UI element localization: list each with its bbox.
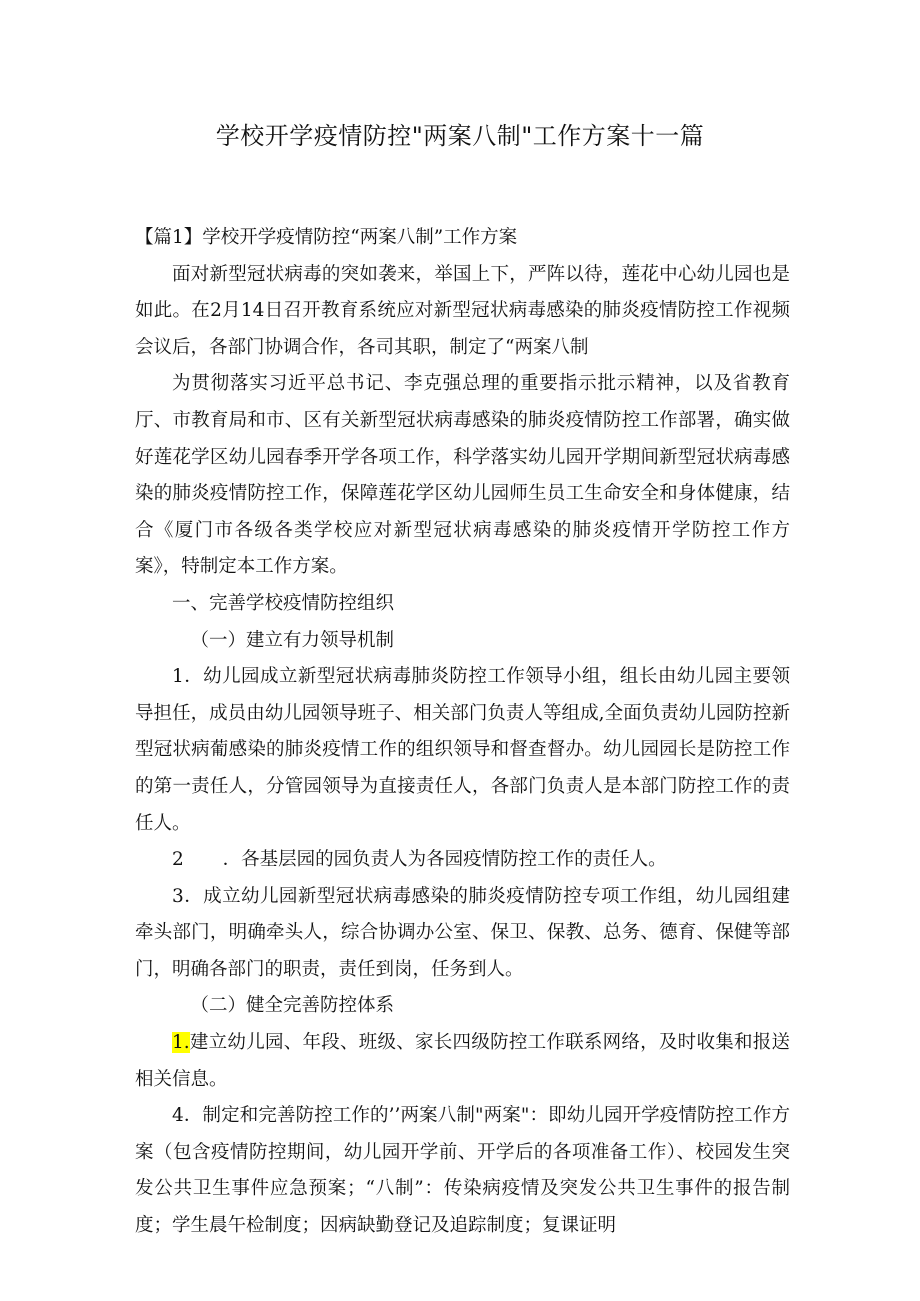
list-item-3: 3．成立幼儿园新型冠状病毒感染的肺炎疫情防控专项工作组，幼儿园组建牵头部门，明确牵头人，综合协调办公室、保卫、保教、总务、德育、保健等部门，明确各部门的职责，责任到岗，任务到人。: [135, 885, 790, 980]
list-item-2-number: 2: [172, 849, 184, 871]
paragraph-purpose: 为贯彻落实习近平总书记、李克强总理的重要指示批示精神，以及省教育厅、市教育局和市、区有关新型冠状病毒感染的肺炎疫情防控工作部署，确实做好莲花学区幼儿园春季开学各项工作，科学落实幼儿园开学期间新型冠状病毒感染的肺炎疫情防控工作，保障莲花学区幼儿园师生员工生命安全和身体健康，结合《厦门市各级各类学校应对新型冠状病毒感染的肺炎疫情开学防控工作方案》，特制定本工作方案。: [135, 373, 790, 578]
highlighted-number: 1.: [172, 1032, 190, 1054]
list-item-5: 4．制定和完善防控工作的’’两案八制"两案"：即幼儿园开学疫情防控工作方案（包含疫情防控期间，幼儿园开学前、开学后的各项准备工作）、校园发生突发公共卫生事件应急预案；“八制”：传染病疫情及突发公共卫生事件的报告制度；学生晨午检制度；因病缺勤登记及追踪制度；复课证明: [135, 1105, 790, 1237]
document-body: [135, 220, 790, 1245]
paragraph-intro: 面对新型冠状病毒的突如袭来，举国上下，严阵以待，莲花中心幼儿园也是如此。在2月14日召开教育系统应对新型冠状病毒感染的肺炎疫情防控工作视频会议后，各部门协调合作，各司其职，制定了“两案八制: [135, 263, 790, 358]
list-item-2-text: ．各基层园的园负责人为各园疫情防控工作的责任人。: [222, 849, 667, 871]
document-title: 学校开学疫情防控"两案八制"工作方案十一篇: [215, 122, 705, 150]
list-item-4: [135, 1025, 790, 1098]
chapter-heading: 【篇1】学校开学疫情防控“两案八制”工作方案: [135, 227, 518, 248]
subsection-heading-1: （一）建立有力领导机制: [190, 629, 395, 651]
subsection-heading-2: （二）健全完善防控体系: [190, 995, 395, 1017]
list-item-2: [135, 842, 790, 879]
list-item-4-text: 建立幼儿园、年段、班级、家长四级防控工作联系网络，及时收集和报送相关信息。: [135, 1032, 790, 1090]
list-item-1: 1．幼儿园成立新型冠状病毒肺炎防控工作领导小组，组长由幼儿园主要领导担任，成员由幼儿园领导班子、相关部门负责人等组成,全面负责幼儿园防控新型冠状病葡感染的肺炎疫情工作的组织领导和督查督办。幼儿园园长是防控工作的第一责任人，分管园领导为直接责任人，各部门负责人是本部门防控工作的责任人。: [135, 666, 790, 834]
section-heading-1: 一、完善学校疫情防控组织: [172, 592, 395, 614]
